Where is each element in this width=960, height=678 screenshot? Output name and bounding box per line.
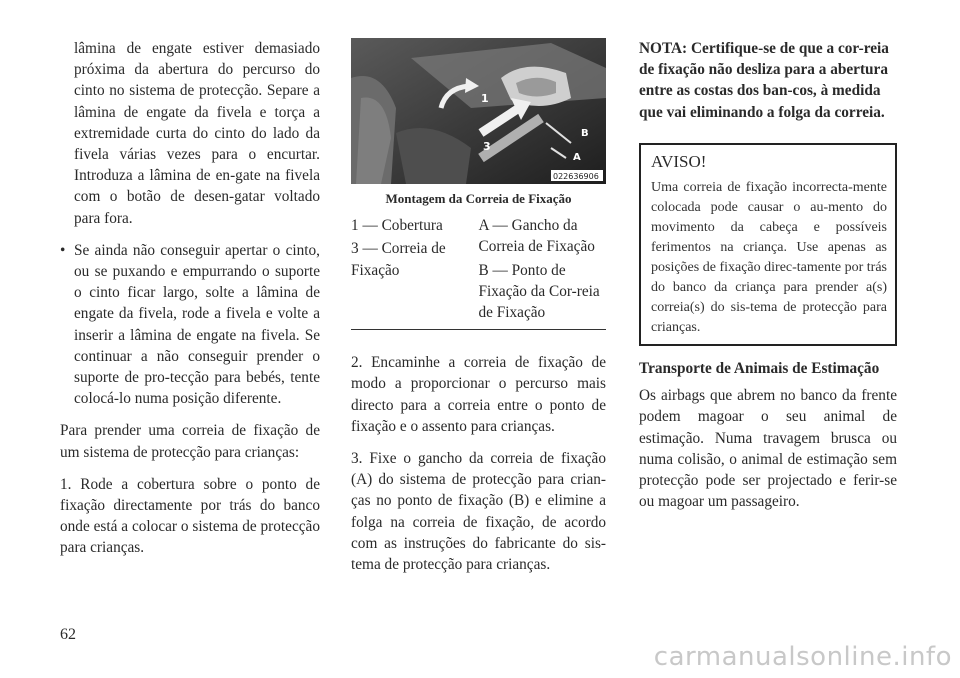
figure-caption: Montagem da Correia de Fixação	[385, 191, 572, 206]
figure-label-3: 3	[483, 140, 491, 153]
note-paragraph: NOTA: Certifique-se de que a cor-reia de fixação não desliza para a abertura entre as costas dos ban-cos, à medida que vai eliminando a folga da correia.	[639, 40, 889, 121]
figure-code: 022636906	[553, 172, 599, 181]
bullet-symbol: •	[60, 241, 66, 259]
watermark: carmanualsonline.info	[653, 642, 952, 672]
warning-box	[639, 143, 897, 346]
figure-label-b: B	[581, 128, 589, 139]
paragraph-step-3: 3. Fixe o gancho da correia de fixação (A) do sistema de protecção para crian-ças no ponto de fixação (B) e elimine a folga na correia de fixação, de acordo com as instruções do fabricante do sis-tema de protecção para crianças.	[351, 450, 606, 574]
bullet-text: Se ainda não conseguir apertar o cinto, ou se puxando e empurrando o suporte o cinto ficar largo, solte a lâmina de engate da fivela, rode a fivela e volte a inserir a lâmina de engate na fivela. Se continuar a não conseguir prender o suporte de pro-tecção para bebés, tente colocá-lo numa posição diferente.	[74, 241, 320, 408]
column-right	[639, 38, 897, 523]
column-left	[60, 38, 320, 570]
figure-label-1: 1	[481, 92, 489, 105]
figure-legend	[351, 215, 606, 330]
paragraph-continued: lâmina de engate estiver demasiado próxima da abertura do percurso do cinto no sistema de protecção. Separe a lâmina de engate da fivela e torça a extremidade curta do cinto do lado da fivela várias vezes para o encurtar. Introduza a lâmina de en-gate na fivela com o botão de desen-gatar voltado para fora.	[74, 40, 320, 227]
legend-item-b: B — Ponto de Fixação da Cor-reia de Fixação	[478, 261, 600, 322]
legend-right	[479, 215, 607, 325]
warning-text: Uma correia de fixação incorrecta-mente colocada pode causar o au-mento do movimento da cabeça e possíveis ferimentos na criança. Use apenas as posições de fixação direc-tamente por trás do banco da criança para prender a(s) correia(s) do sis-tema de protecção para crianças.	[651, 180, 887, 336]
tether-strap-figure	[351, 38, 606, 184]
legend-item-3: 3 — Correia de Fixação	[351, 240, 446, 279]
paragraph-step-1: 1. Rode a cobertura sobre o ponto de fixação directamente por trás do banco onde está a colocar o sistema de protecção para crianças.	[60, 475, 320, 557]
tether-illustration	[351, 38, 606, 184]
figure-label-a: A	[573, 152, 581, 163]
warning-title: AVISO!	[651, 151, 707, 171]
section-heading: Transporte de Animais de Estimação	[639, 360, 880, 378]
legend-item-1: 1 — Cobertura	[351, 217, 443, 235]
paragraph-step-2: 2. Encaminhe a correia de fixação de modo a proporcionar o percurso mais directo para a correia entre o ponto de fixação e o assento para crianças.	[351, 354, 606, 435]
paragraph-tether-intro: Para prender uma correia de fixação de um sistema de protecção para crianças:	[60, 422, 320, 461]
legend-item-a: A — Gancho da Correia de Fixação	[478, 217, 595, 256]
column-middle	[351, 38, 606, 586]
paragraph-pets: Os airbags que abrem no banco da frente podem magoar o seu animal de estimação. Numa travagem brusca ou numa colisão, o animal de estimação sem protecção pode ser projectado e ferir-se ou magoar um passageiro.	[639, 387, 897, 511]
legend-left	[351, 215, 479, 325]
page-number: 62	[60, 626, 76, 643]
bullet-item	[60, 240, 320, 410]
